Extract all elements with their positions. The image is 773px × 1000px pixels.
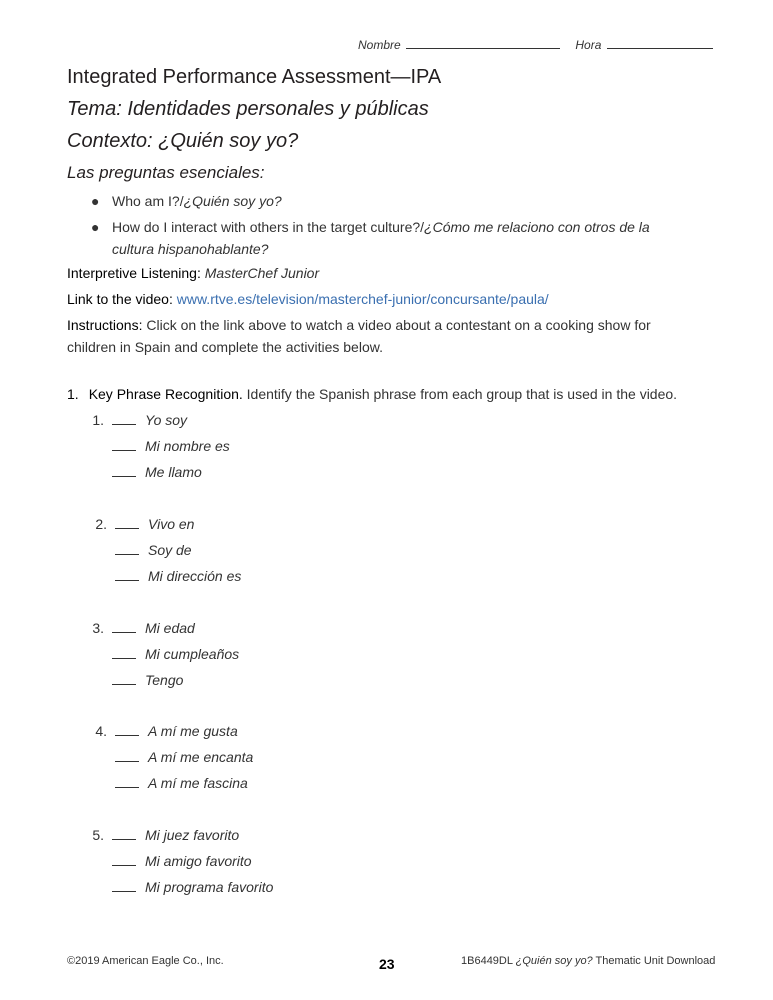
option-text: Mi cumpleaños	[145, 646, 240, 662]
interpretive-listening	[67, 262, 707, 284]
answer-blank[interactable]	[115, 570, 139, 581]
group-5-option-3	[112, 879, 273, 895]
option-text: Me llamo	[145, 464, 202, 480]
group-number: 1.	[92, 412, 104, 428]
question-en: How do I interact with others in the target culture?/	[112, 219, 425, 235]
option-text: Yo soy	[145, 412, 188, 428]
option-text: A mí me fascina	[148, 775, 248, 791]
question-label: Key Phrase Recognition.	[88, 386, 243, 402]
footer-unit	[461, 955, 715, 967]
essential-questions-heading: Las preguntas esenciales:	[67, 163, 265, 182]
footer-unit-suffix: Thematic Unit Download	[592, 955, 716, 967]
option-text: Vivo en	[148, 516, 195, 532]
answer-blank[interactable]	[115, 544, 139, 555]
group-1-option-1	[92, 412, 188, 428]
tema-heading: Tema: Identidades personales y públicas	[67, 98, 429, 120]
group-5-option-1	[92, 827, 240, 843]
footer-unit-title: ¿Quién soy yo?	[515, 955, 593, 967]
instructions-text: Click on the link above to watch a video about a contestant on a cooking show for	[142, 317, 651, 333]
option-text: Mi juez favorito	[145, 827, 240, 843]
answer-blank[interactable]	[112, 622, 136, 633]
group-2-option-3	[115, 568, 241, 584]
time-label: Hora	[575, 38, 602, 52]
video-link[interactable]: www.rtve.es/television/masterchef-junior/concursante/paula/	[176, 291, 549, 307]
option-text: A mí me gusta	[148, 723, 238, 739]
answer-blank[interactable]	[112, 414, 136, 425]
contexto-heading: Contexto: ¿Quién soy yo?	[67, 130, 299, 152]
group-5-option-2	[112, 853, 252, 869]
option-text: Soy de	[148, 542, 192, 558]
group-1-option-2	[112, 438, 230, 454]
bullet-icon: ●	[91, 219, 100, 235]
option-text: Mi programa favorito	[145, 879, 274, 895]
answer-blank[interactable]	[115, 518, 139, 529]
group-4-option-2	[115, 749, 253, 765]
answer-blank[interactable]	[112, 855, 136, 866]
footer-copyright: ©2019 American Eagle Co., Inc.	[67, 955, 224, 967]
option-text: A mí me encanta	[148, 749, 254, 765]
name-label: Nombre	[358, 38, 401, 52]
question-en: Who am I?/	[112, 193, 184, 209]
group-3-option-2	[112, 646, 239, 662]
option-text: Mi nombre es	[145, 438, 230, 454]
option-text: Mi edad	[145, 620, 195, 636]
interpretive-label: Interpretive Listening:	[67, 265, 201, 281]
group-number: 3.	[92, 620, 104, 636]
answer-blank[interactable]	[112, 829, 136, 840]
answer-blank[interactable]	[115, 777, 139, 788]
group-number: 5.	[92, 827, 104, 843]
video-link-label: Link to the video:	[67, 291, 173, 307]
video-link-line	[67, 288, 707, 310]
question-es: ¿Quién soy yo?	[183, 193, 282, 209]
option-text: Tengo	[145, 672, 184, 688]
question-number: 1.	[67, 386, 79, 402]
answer-blank[interactable]	[112, 648, 136, 659]
option-text: Mi dirección es	[148, 568, 242, 584]
answer-blank[interactable]	[112, 881, 136, 892]
group-number: 4.	[95, 723, 107, 739]
group-4-option-1	[95, 723, 238, 739]
group-1-option-3	[112, 464, 202, 480]
answer-blank[interactable]	[115, 725, 139, 736]
group-2-option-1	[95, 516, 195, 532]
instructions-label: Instructions:	[67, 317, 143, 333]
interpretive-value: MasterChef Junior	[204, 265, 320, 281]
group-3-option-3	[112, 672, 183, 688]
answer-blank[interactable]	[112, 440, 136, 451]
group-3-option-1	[92, 620, 195, 636]
bullet-icon: ●	[91, 193, 100, 209]
instructions	[67, 314, 707, 358]
question-es-cont: cultura hispanohablante?	[112, 241, 269, 257]
answer-blank[interactable]	[112, 466, 136, 477]
name-time-header	[358, 36, 713, 52]
group-2-option-2	[115, 542, 192, 558]
time-blank[interactable]	[607, 36, 713, 49]
page-number: 23	[379, 956, 395, 972]
instructions-text-cont: children in Spain and complete the activities below.	[67, 339, 383, 355]
name-blank[interactable]	[406, 36, 560, 49]
group-number: 2.	[95, 516, 107, 532]
question-text: Identify the Spanish phrase from each group that is used in the video.	[242, 386, 678, 402]
page-title: Integrated Performance Assessment—IPA	[67, 66, 442, 88]
option-text: Mi amigo favorito	[145, 853, 252, 869]
question-es: ¿Cómo me relaciono con otros de la	[424, 219, 650, 235]
group-4-option-3	[115, 775, 248, 791]
answer-blank[interactable]	[112, 674, 136, 685]
answer-blank[interactable]	[115, 751, 139, 762]
question-1-heading	[67, 386, 677, 402]
footer-code: 1B6449DL	[461, 955, 516, 967]
